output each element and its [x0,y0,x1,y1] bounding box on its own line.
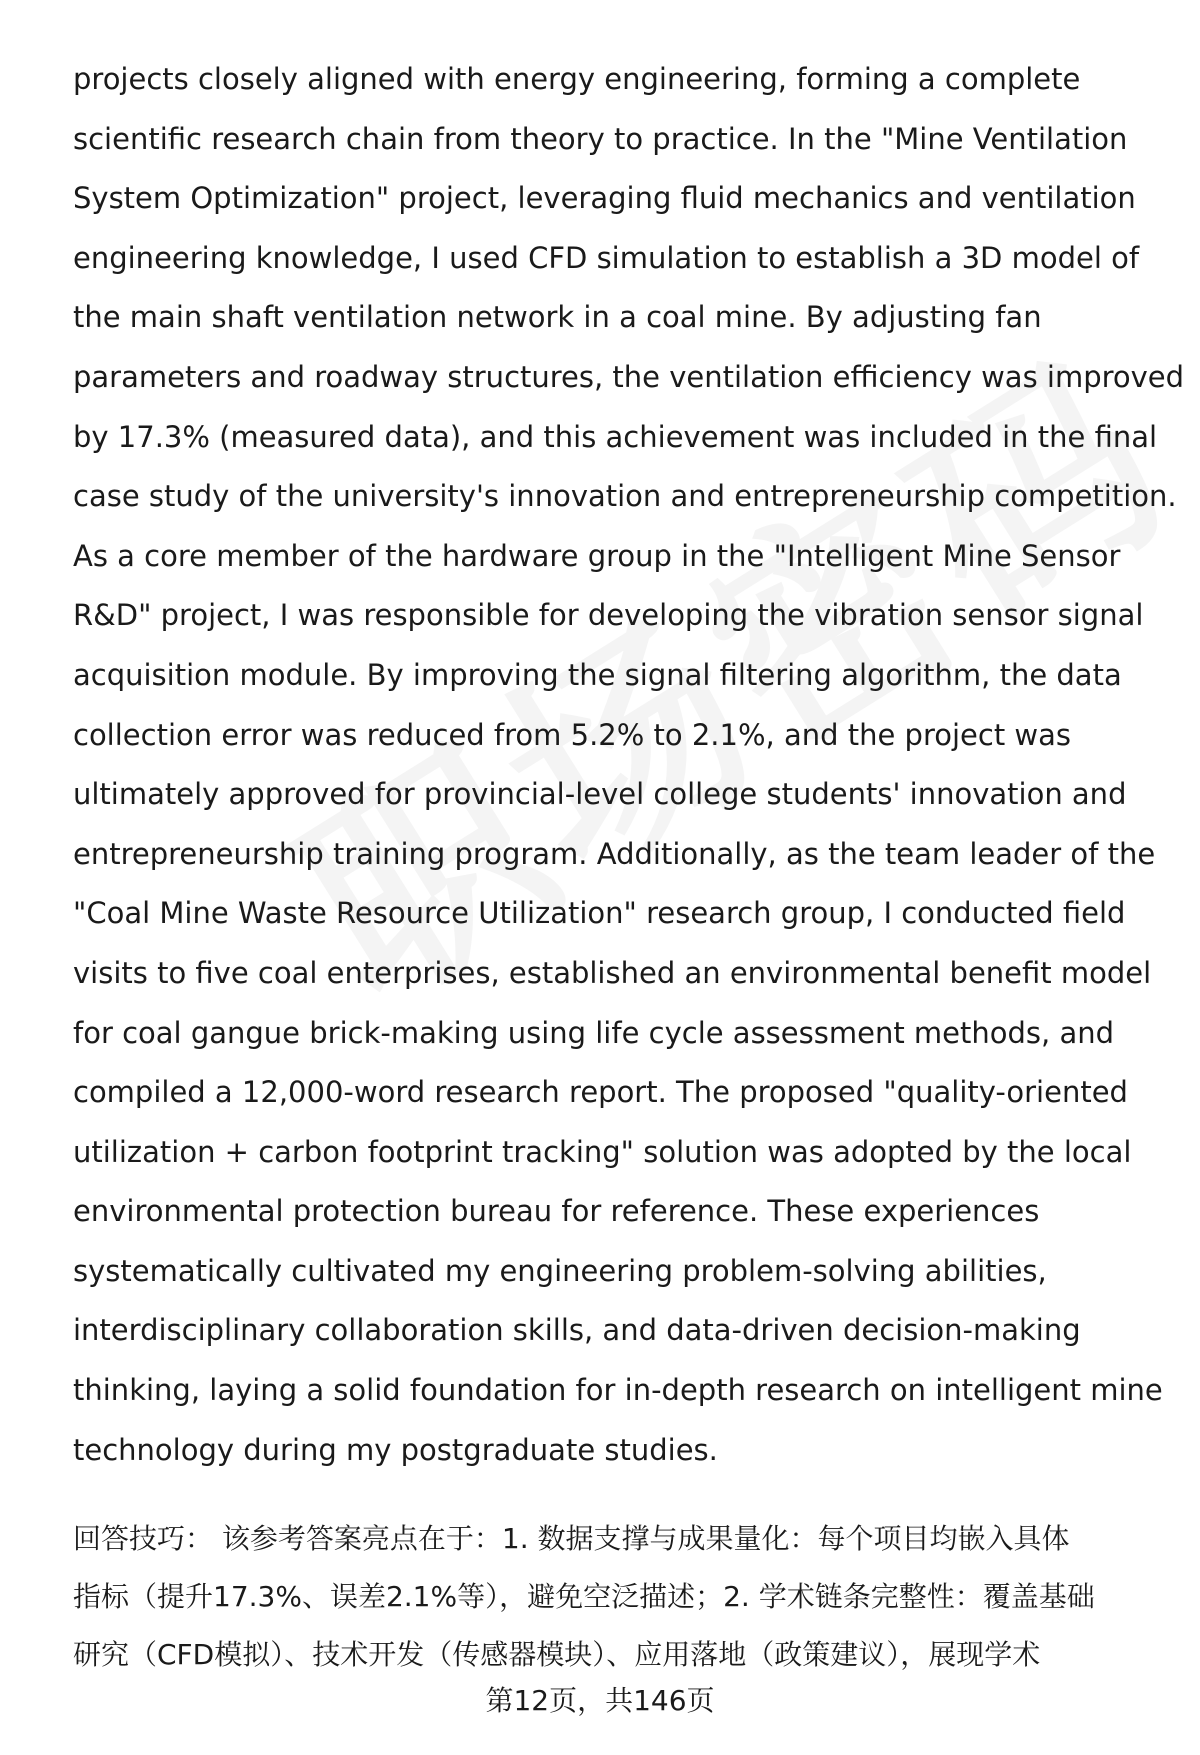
body-line: thinking, laying a solid foundation for in-depth research on intelligent mine [73,1373,1163,1408]
body-line: ultimately approved for provincial-level college students' innovation and [73,777,1127,812]
body-line: visits to five coal enterprises, established an environmental benefit model [73,955,1152,990]
answer-tips [73,1510,1163,1684]
body-line: entrepreneurship training program. Additionally, as the team leader of the [73,836,1156,871]
body-line: collection error was reduced from 5.2% to 2.1%, and the project was [73,717,1072,752]
body-line: by 17.3% (measured data), and this achievement was included in the final [73,419,1158,454]
body-line: scientific research chain from theory to practice. In the "Mine Ventilation [73,121,1128,156]
body-line: utilization + carbon footprint tracking" solution was adopted by the local [73,1134,1132,1169]
body-line: projects closely aligned with energy engineering, forming a complete [73,62,1081,96]
body-line: parameters and roadway structures, the ventilation efficiency was improved [73,359,1185,394]
body-line: for coal gangue brick-making using life cycle assessment methods, and [73,1015,1115,1050]
body-line: compiled a 12,000-word research report. The proposed "quality-oriented [73,1075,1128,1110]
tips-line: 研究（CFD模拟）、技术开发（传感器模块）、应用落地（政策建议），展现学术 [73,1638,1041,1671]
tips-line: 回答技巧： 该参考答案亮点在于：1. 数据支撑与成果量化：每个项目均嵌入具体 [73,1522,1070,1555]
body-paragraph [73,50,1185,1480]
body-line: R&D" project, I was responsible for developing the vibration sensor signal [73,598,1144,633]
body-line: systematically cultivated my engineering problem-solving abilities, [73,1253,1047,1288]
body-line: System Optimization" project, leveraging fluid mechanics and ventilation [73,181,1136,216]
body-line: the main shaft ventilation network in a coal mine. By adjusting fan [73,300,1042,335]
body-line: case study of the university's innovation and entrepreneurship competition. [73,479,1177,514]
page-number: 第12页，共146页 [485,1684,715,1717]
tips-line: 指标（提升17.3%、误差2.1%等），避免空泛描述；2. 学术链条完整性：覆盖基础 [73,1580,1095,1613]
body-line: As a core member of the hardware group in the "Intelligent Mine Sensor [73,538,1121,573]
body-line: interdisciplinary collaboration skills, and data-driven decision-making [73,1313,1081,1348]
body-line: acquisition module. By improving the signal filtering algorithm, the data [73,657,1122,692]
body-line: "Coal Mine Waste Resource Utilization" research group, I conducted field [73,896,1126,931]
body-line: environmental protection bureau for reference. These experiences [73,1194,1040,1229]
body-line: engineering knowledge, I used CFD simulation to establish a 3D model of [73,240,1140,275]
body-line: technology during my postgraduate studies. [73,1432,718,1467]
